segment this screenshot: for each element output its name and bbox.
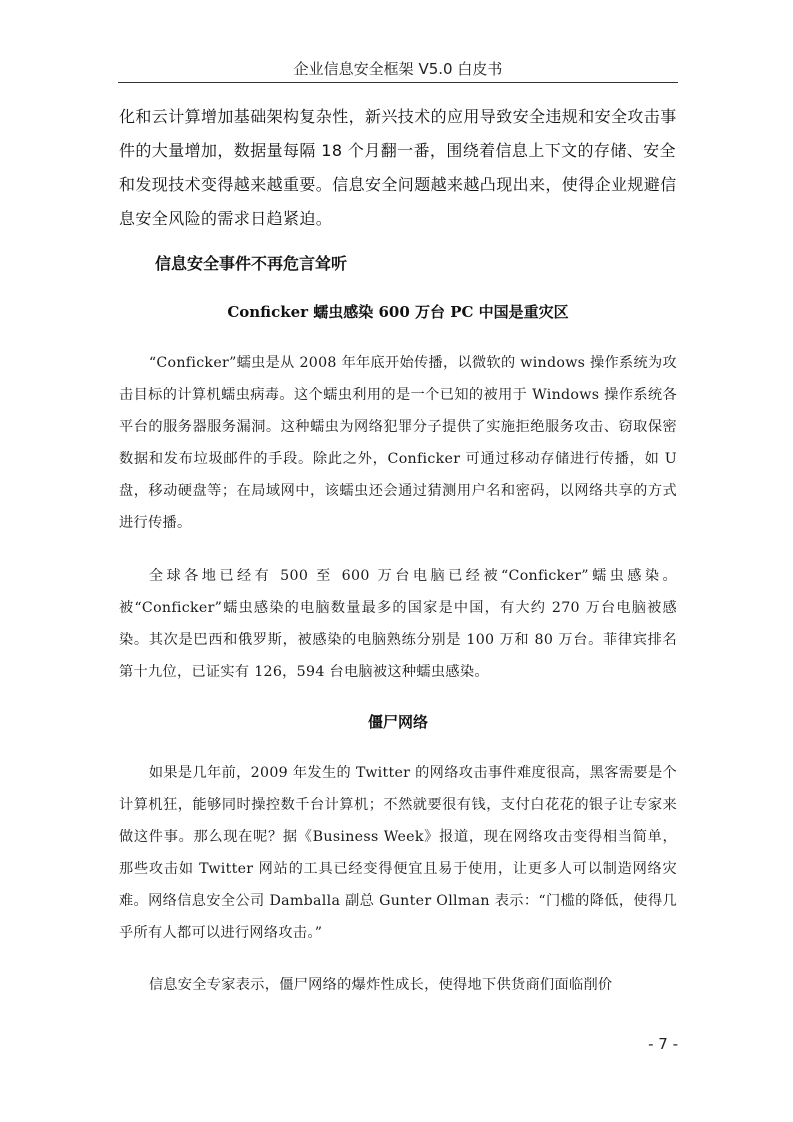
conficker-paragraph-1: “Conficker”蠕虫是从 2008 年年底开始传播，以微软的 windows 操作系统为攻击目标的计算机蠕虫病毒。这个蠕虫利用的是一个已知的被用于 Windows 操作系统各平台的服务器服务漏洞。这种蠕虫为网络犯罪分子提供了实施拒绝服务攻击、窃取保密数据和发布垃圾邮件的手段。除此之外，Conficker 可通过移动存储进行传播，如 U 盘，移动硬盘等；在局域网中，该蠕虫还会通过猜测用户名和密码，以网络共享的方式进行传播。 bbox=[119, 355, 677, 531]
header-divider bbox=[118, 82, 678, 83]
page-header-title: 企业信息安全框架 V5.0 白皮书 bbox=[293, 60, 503, 78]
botnet-paragraph-1: 如果是几年前，2009 年发生的 Twitter 的网络攻击事件难度很高，黑客需要是个计算机狂，能够同时操控数千台计算机；不然就要很有钱，支付白花花的银子让专家来做这件事。那么现在呢？据《Business Week》报道，现在网络攻击变得相当简单，那些攻击如 Twitter 网站的工具已经变得便宜且易于使用，让更多人可以制造网络灾难。网络信息安全公司 Damballa 副总 Gunter Ollman 表示：“门槛的降低，使得几乎所有人都可以进行网络攻击。” bbox=[119, 765, 677, 941]
conficker-paragraph-2: 全球各地已经有 500 至 600 万台电脑已经被“Conficker”蠕虫感染。被“Conficker”蠕虫感染的电脑数量最多的国家是中国，有大约 270 万台电脑被感染。其次是巴西和俄罗斯，被感染的电脑熟练分别是 100 万和 80 万台。菲律宾排名第十九位，已证实有 126，594 台电脑被这种蠕虫感染。 bbox=[119, 568, 677, 680]
page-number: - 7 - bbox=[648, 1035, 678, 1053]
conficker-title: Conficker 蠕虫感染 600 万台 PC 中国是重灾区 bbox=[227, 303, 569, 321]
section-heading: 信息安全事件不再危言耸听 bbox=[155, 254, 348, 273]
botnet-title: 僵尸网络 bbox=[367, 713, 428, 731]
intro-paragraph: 化和云计算增加基础架构复杂性，新兴技术的应用导致安全违规和安全攻击事件的大量增加，数据量每隔 18 个月翻一番，围绕着信息上下文的存储、安全和发现技术变得越来越重要。信息安全问题越来越凸现出来，使得企业规避信息安全风险的需求日趋紧迫。 bbox=[119, 107, 677, 228]
botnet-paragraph-2: 信息安全专家表示，僵尸网络的爆炸性成长，使得地下供货商们面临削价 bbox=[148, 977, 613, 993]
